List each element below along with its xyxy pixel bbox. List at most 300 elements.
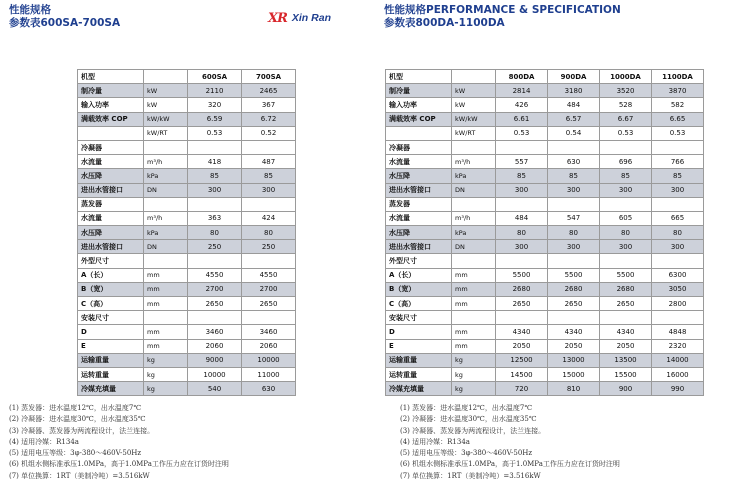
value-cell: 424 — [242, 211, 296, 225]
value-cell — [242, 311, 296, 325]
note-line: (7) 单位换算：1RT（美制冷吨）=3.516kW — [400, 471, 541, 480]
value-cell: 2650 — [242, 297, 296, 311]
unit-cell: mm — [144, 325, 188, 339]
table-row — [386, 297, 704, 311]
value-cell: 5500 — [600, 268, 652, 282]
unit-cell — [144, 197, 188, 211]
table-row — [78, 126, 296, 140]
value-cell: 720 — [496, 382, 548, 396]
section-label: 安装尺寸 — [78, 311, 144, 325]
value-cell: 11000 — [242, 367, 296, 381]
table-row — [78, 183, 296, 197]
logo-mark: XR — [268, 10, 287, 26]
row-label: D — [386, 325, 452, 339]
unit-cell: kW — [144, 84, 188, 98]
row-label: 水压降 — [78, 169, 144, 183]
model-header: 900DA — [548, 70, 600, 84]
value-cell: 0.53 — [188, 126, 242, 140]
value-cell: 9000 — [188, 353, 242, 367]
row-label: 运输重量 — [386, 353, 452, 367]
unit-cell — [144, 254, 188, 268]
value-cell: 2050 — [548, 339, 600, 353]
section-label: 外型尺寸 — [78, 254, 144, 268]
row-label: 满载效率 COP — [386, 112, 452, 126]
section-row — [386, 140, 704, 154]
value-cell: 605 — [600, 211, 652, 225]
unit-cell — [144, 311, 188, 325]
value-cell — [548, 311, 600, 325]
value-cell: 300 — [652, 240, 704, 254]
model-header: 1100DA — [652, 70, 704, 84]
value-cell — [548, 140, 600, 154]
value-cell — [496, 311, 548, 325]
right-title: 性能规格PERFORMANCE & SPECIFICATION — [384, 4, 621, 16]
value-cell: 300 — [188, 183, 242, 197]
note-line: (1) 蒸发器：进水温度12℃，出水温度7℃ — [9, 404, 142, 412]
value-cell — [496, 197, 548, 211]
table-row — [386, 282, 704, 296]
row-label — [386, 126, 452, 140]
table-row — [386, 126, 704, 140]
row-label: 水流量 — [78, 211, 144, 225]
value-cell: 6.61 — [496, 112, 548, 126]
unit-cell: DN — [452, 240, 496, 254]
table-row — [386, 367, 704, 381]
note-line: (4) 适用冷媒：R134a — [400, 437, 470, 446]
unit-cell: kPa — [452, 169, 496, 183]
value-cell: 5500 — [548, 268, 600, 282]
table-row — [78, 169, 296, 183]
value-cell: 426 — [496, 98, 548, 112]
row-label: B（宽） — [78, 282, 144, 296]
value-cell: 2680 — [496, 282, 548, 296]
value-cell: 300 — [496, 183, 548, 197]
table-row — [78, 84, 296, 98]
section-label: 蒸发器 — [78, 197, 144, 211]
unit-cell: kPa — [144, 226, 188, 240]
section-row — [78, 140, 296, 154]
value-cell: 80 — [242, 226, 296, 240]
value-cell — [496, 140, 548, 154]
value-cell: 4848 — [652, 325, 704, 339]
value-cell: 85 — [496, 169, 548, 183]
unit-cell: mm — [452, 268, 496, 282]
value-cell — [600, 140, 652, 154]
unit-cell: kW/RT — [452, 126, 496, 140]
value-cell: 363 — [188, 211, 242, 225]
row-label: 冷媒充填量 — [78, 382, 144, 396]
value-cell: 540 — [188, 382, 242, 396]
table-row — [386, 382, 704, 396]
value-cell: 4550 — [242, 268, 296, 282]
note-line: (2) 冷凝器：进水温度30℃，出水温度35℃ — [400, 415, 537, 424]
table-row — [78, 240, 296, 254]
value-cell: 0.53 — [652, 126, 704, 140]
value-cell: 484 — [548, 98, 600, 112]
value-cell: 0.52 — [242, 126, 296, 140]
right-spec-table — [385, 69, 704, 396]
note-line: (1) 蒸发器：进水温度12℃，出水温度7℃ — [400, 404, 533, 412]
note-line: (4) 适用冷媒：R134a — [9, 437, 79, 446]
value-cell: 665 — [652, 211, 704, 225]
value-cell — [600, 197, 652, 211]
unit-cell: kg — [452, 367, 496, 381]
row-label: 制冷量 — [78, 84, 144, 98]
unit-cell: mm — [144, 297, 188, 311]
unit-cell: kg — [144, 382, 188, 396]
table-row — [386, 112, 704, 126]
section-row — [386, 311, 704, 325]
value-cell: 4550 — [188, 268, 242, 282]
table-row — [386, 169, 704, 183]
unit-cell: mm — [452, 282, 496, 296]
value-cell: 12500 — [496, 353, 548, 367]
row-label: A（长） — [78, 268, 144, 282]
value-cell: 320 — [188, 98, 242, 112]
table-row — [78, 325, 296, 339]
unit-cell: kW — [144, 98, 188, 112]
value-cell: 484 — [496, 211, 548, 225]
value-cell: 300 — [548, 240, 600, 254]
table-row — [386, 226, 704, 240]
unit-cell: kPa — [452, 226, 496, 240]
unit-cell: DN — [452, 183, 496, 197]
unit-cell: mm — [144, 268, 188, 282]
value-cell: 0.53 — [600, 126, 652, 140]
value-cell: 3460 — [242, 325, 296, 339]
row-label: 满载效率 COP — [78, 112, 144, 126]
value-cell: 80 — [652, 226, 704, 240]
value-cell: 300 — [652, 183, 704, 197]
value-cell: 13500 — [600, 353, 652, 367]
unit-cell: kW/kW — [452, 112, 496, 126]
unit-cell: DN — [144, 183, 188, 197]
value-cell: 2650 — [496, 297, 548, 311]
section-row — [78, 197, 296, 211]
table-row — [386, 325, 704, 339]
section-row — [78, 254, 296, 268]
value-cell: 10000 — [242, 353, 296, 367]
section-label: 安装尺寸 — [386, 311, 452, 325]
left-title: 性能规格 — [9, 4, 51, 16]
row-label: E — [386, 339, 452, 353]
row-label: B（宽） — [386, 282, 452, 296]
value-cell: 13000 — [548, 353, 600, 367]
value-cell: 15000 — [548, 367, 600, 381]
table-header-row — [386, 70, 704, 84]
value-cell — [548, 254, 600, 268]
row-label: 水流量 — [386, 211, 452, 225]
note-line: (6) 机组水侧标准承压1.0MPa，高于1.0MPa工作压力应在订货时注明 — [400, 460, 620, 469]
unit-cell: DN — [144, 240, 188, 254]
value-cell: 300 — [548, 183, 600, 197]
value-cell — [652, 140, 704, 154]
note-line: (7) 单位换算：1RT（美制冷吨）=3.516kW — [9, 471, 150, 480]
table-row — [386, 155, 704, 169]
model-header: 1000DA — [600, 70, 652, 84]
table-row — [78, 353, 296, 367]
value-cell — [548, 197, 600, 211]
section-row — [386, 254, 704, 268]
value-cell: 2700 — [188, 282, 242, 296]
unit-cell — [452, 311, 496, 325]
value-cell: 2060 — [242, 339, 296, 353]
unit-cell: m³/h — [452, 155, 496, 169]
value-cell: 2465 — [242, 84, 296, 98]
value-cell: 547 — [548, 211, 600, 225]
row-label: 水流量 — [78, 155, 144, 169]
value-cell: 15500 — [600, 367, 652, 381]
row-label: 输入功率 — [78, 98, 144, 112]
unit-cell: m³/h — [452, 211, 496, 225]
value-cell: 990 — [652, 382, 704, 396]
table-header-row — [78, 70, 296, 84]
unit-cell: mm — [452, 339, 496, 353]
table-row — [386, 84, 704, 98]
table-row — [386, 268, 704, 282]
value-cell: 3870 — [652, 84, 704, 98]
value-cell — [652, 197, 704, 211]
value-cell: 630 — [548, 155, 600, 169]
value-cell: 557 — [496, 155, 548, 169]
table-row — [386, 240, 704, 254]
table-row — [386, 183, 704, 197]
value-cell — [652, 254, 704, 268]
section-row — [386, 197, 704, 211]
note-line: (2) 冷凝器：进水温度30℃，出水温度35℃ — [9, 415, 146, 424]
logo-text: Xin Ran — [291, 12, 331, 24]
table-row — [386, 353, 704, 367]
value-cell: 582 — [652, 98, 704, 112]
value-cell: 16000 — [652, 367, 704, 381]
value-cell: 14500 — [496, 367, 548, 381]
value-cell — [188, 254, 242, 268]
model-header: 600SA — [188, 70, 242, 84]
value-cell — [242, 197, 296, 211]
unit-cell — [452, 140, 496, 154]
table-row — [78, 282, 296, 296]
value-cell: 0.54 — [548, 126, 600, 140]
row-label — [78, 126, 144, 140]
note-line: (5) 适用电压等级：3φ-380～460V-50Hz — [9, 449, 142, 458]
row-label: 水压降 — [386, 226, 452, 240]
value-cell: 300 — [600, 183, 652, 197]
table-row — [386, 98, 704, 112]
value-cell: 6300 — [652, 268, 704, 282]
left-subtitle: 参数表600SA-700SA — [9, 17, 121, 29]
value-cell: 5500 — [496, 268, 548, 282]
value-cell: 300 — [600, 240, 652, 254]
row-label: D — [78, 325, 144, 339]
value-cell: 2050 — [496, 339, 548, 353]
row-label: 运转重量 — [78, 367, 144, 381]
value-cell: 80 — [600, 226, 652, 240]
unit-cell: kW — [452, 84, 496, 98]
value-cell: 250 — [188, 240, 242, 254]
value-cell — [600, 311, 652, 325]
value-cell: 2680 — [600, 282, 652, 296]
value-cell: 80 — [548, 226, 600, 240]
value-cell: 4340 — [600, 325, 652, 339]
row-label: 进出水管接口 — [78, 240, 144, 254]
table-row — [78, 339, 296, 353]
left-page-header — [9, 4, 120, 30]
row-label: 水流量 — [386, 155, 452, 169]
section-label: 冷凝器 — [386, 140, 452, 154]
value-cell: 2800 — [652, 297, 704, 311]
value-cell: 2320 — [652, 339, 704, 353]
row-label: 机型 — [78, 70, 144, 84]
value-cell: 85 — [600, 169, 652, 183]
value-cell: 4340 — [496, 325, 548, 339]
row-label: 进出水管接口 — [386, 240, 452, 254]
table-row — [386, 339, 704, 353]
note-line: (3) 冷凝器、蒸发器为两流程设计，法兰连接。 — [400, 426, 546, 435]
value-cell: 696 — [600, 155, 652, 169]
unit-cell: kg — [452, 353, 496, 367]
table-row — [78, 98, 296, 112]
value-cell: 10000 — [188, 367, 242, 381]
section-label: 外型尺寸 — [386, 254, 452, 268]
unit-cell: mm — [144, 282, 188, 296]
value-cell: 367 — [242, 98, 296, 112]
note-line: (5) 适用电压等级：3φ-380～460V-50Hz — [400, 449, 533, 458]
value-cell — [600, 254, 652, 268]
unit-cell: kg — [144, 353, 188, 367]
value-cell: 6.67 — [600, 112, 652, 126]
model-header: 800DA — [496, 70, 548, 84]
model-header: 700SA — [242, 70, 296, 84]
unit-cell: mm — [452, 297, 496, 311]
row-label: C（高） — [386, 297, 452, 311]
unit-cell: mm — [144, 339, 188, 353]
value-cell: 300 — [242, 183, 296, 197]
row-label: E — [78, 339, 144, 353]
value-cell: 6.65 — [652, 112, 704, 126]
left-notes — [9, 403, 229, 482]
row-label: 冷媒充填量 — [386, 382, 452, 396]
value-cell: 2060 — [188, 339, 242, 353]
table-row — [78, 112, 296, 126]
value-cell: 6.59 — [188, 112, 242, 126]
value-cell: 418 — [188, 155, 242, 169]
value-cell: 3460 — [188, 325, 242, 339]
value-cell: 4340 — [548, 325, 600, 339]
value-cell: 2650 — [548, 297, 600, 311]
unit-cell: kg — [144, 367, 188, 381]
unit-cell — [452, 254, 496, 268]
unit-cell: m³/h — [144, 211, 188, 225]
value-cell: 528 — [600, 98, 652, 112]
value-cell — [242, 140, 296, 154]
unit-cell — [144, 140, 188, 154]
value-cell: 630 — [242, 382, 296, 396]
value-cell: 2680 — [548, 282, 600, 296]
section-label: 蒸发器 — [386, 197, 452, 211]
unit-cell: kPa — [144, 169, 188, 183]
unit-cell: kW — [452, 98, 496, 112]
value-cell — [188, 311, 242, 325]
value-cell: 85 — [242, 169, 296, 183]
table-row — [78, 367, 296, 381]
section-label: 冷凝器 — [78, 140, 144, 154]
row-label: A（长） — [386, 268, 452, 282]
row-label: 制冷量 — [386, 84, 452, 98]
right-notes — [400, 403, 620, 482]
table-row — [78, 297, 296, 311]
value-cell: 14000 — [652, 353, 704, 367]
value-cell — [242, 254, 296, 268]
value-cell — [188, 140, 242, 154]
value-cell: 2050 — [600, 339, 652, 353]
unit-cell: kW/kW — [144, 112, 188, 126]
unit-cell: mm — [452, 325, 496, 339]
note-line: (6) 机组水侧标准承压1.0MPa，高于1.0MPa工作压力应在订货时注明 — [9, 460, 229, 469]
value-cell — [496, 254, 548, 268]
value-cell: 85 — [548, 169, 600, 183]
value-cell: 6.72 — [242, 112, 296, 126]
value-cell: 2814 — [496, 84, 548, 98]
value-cell: 0.53 — [496, 126, 548, 140]
table-row — [386, 211, 704, 225]
value-cell — [188, 197, 242, 211]
unit-cell: kW/RT — [144, 126, 188, 140]
table-row — [78, 211, 296, 225]
row-label: 水压降 — [386, 169, 452, 183]
row-label: 运转重量 — [386, 367, 452, 381]
value-cell: 900 — [600, 382, 652, 396]
value-cell: 3180 — [548, 84, 600, 98]
unit-cell — [452, 70, 496, 84]
table-row — [78, 155, 296, 169]
row-label: 进出水管接口 — [78, 183, 144, 197]
value-cell: 300 — [496, 240, 548, 254]
value-cell: 6.57 — [548, 112, 600, 126]
value-cell: 3050 — [652, 282, 704, 296]
value-cell: 250 — [242, 240, 296, 254]
table-row — [78, 382, 296, 396]
note-line: (3) 冷凝器、蒸发器为两流程设计，法兰连接。 — [9, 426, 155, 435]
value-cell: 2110 — [188, 84, 242, 98]
table-row — [78, 268, 296, 282]
value-cell: 80 — [496, 226, 548, 240]
row-label: C（高） — [78, 297, 144, 311]
unit-cell — [452, 197, 496, 211]
value-cell: 85 — [652, 169, 704, 183]
value-cell: 3520 — [600, 84, 652, 98]
row-label: 输入功率 — [386, 98, 452, 112]
right-page-header — [384, 4, 621, 30]
value-cell: 2650 — [188, 297, 242, 311]
value-cell: 487 — [242, 155, 296, 169]
value-cell: 810 — [548, 382, 600, 396]
unit-cell: m³/h — [144, 155, 188, 169]
value-cell: 2650 — [600, 297, 652, 311]
value-cell: 2700 — [242, 282, 296, 296]
unit-cell — [144, 70, 188, 84]
row-label: 运输重量 — [78, 353, 144, 367]
right-subtitle: 参数表800DA-1100DA — [384, 17, 505, 29]
value-cell: 766 — [652, 155, 704, 169]
value-cell: 80 — [188, 226, 242, 240]
unit-cell: kg — [452, 382, 496, 396]
value-cell — [652, 311, 704, 325]
section-row — [78, 311, 296, 325]
row-label: 水压降 — [78, 226, 144, 240]
brand-logo — [268, 11, 331, 25]
left-spec-table — [77, 69, 296, 396]
row-label: 机型 — [386, 70, 452, 84]
